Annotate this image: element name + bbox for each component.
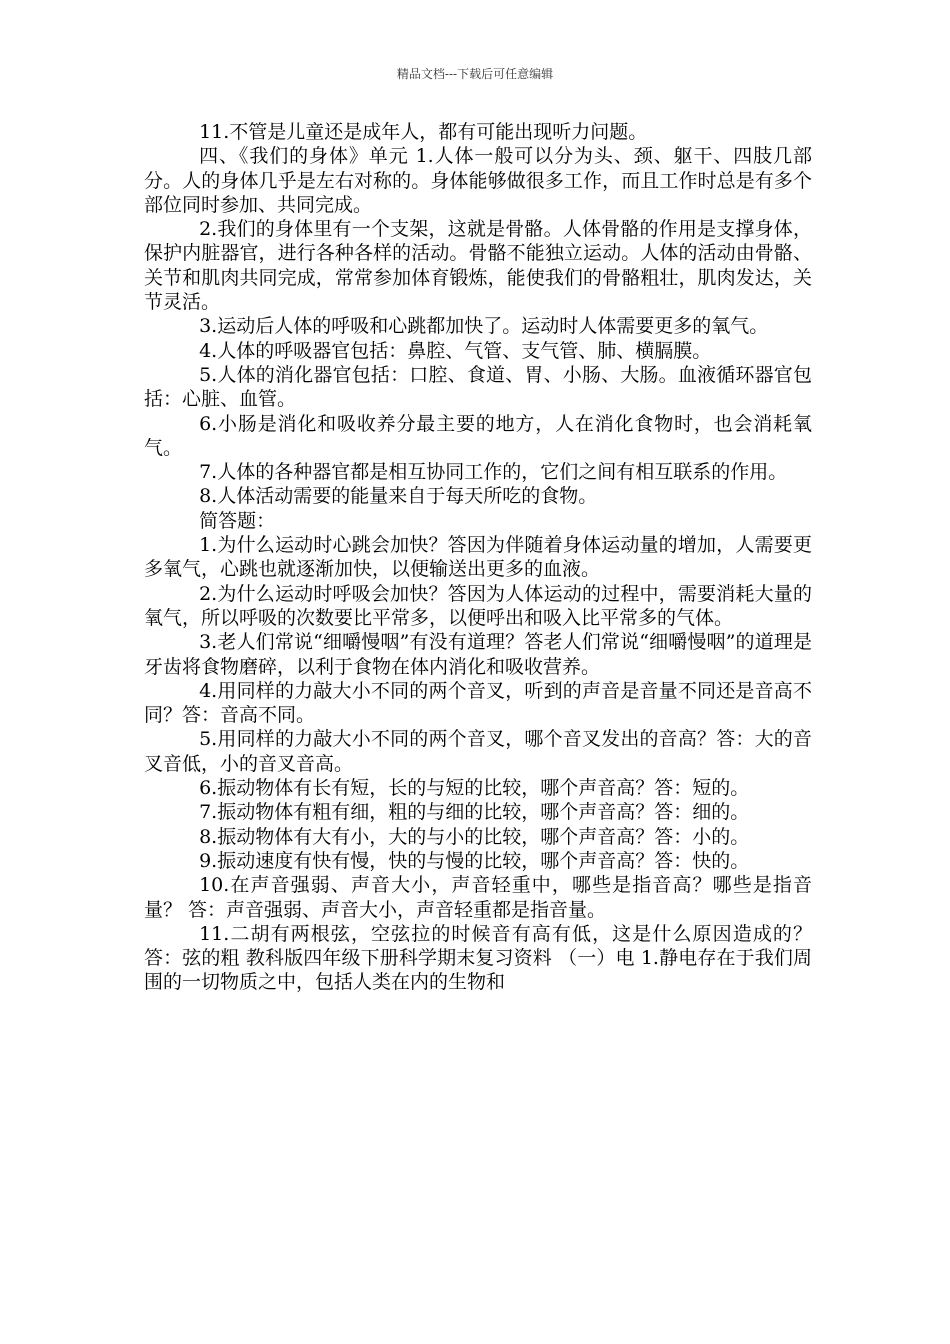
paragraph: 2.为什么运动时呼吸会加快？答因为人体运动的过程中，需要消耗大量的氧气，所以呼吸的次数要比平常多，以便呼出和吸入比平常多的气体。	[144, 582, 812, 629]
paragraph: 5.人体的消化器官包括：口腔、食道、胃、小肠、大肠。血液循环器官包括：心脏、血管。	[144, 363, 812, 411]
paragraph: 11.二胡有两根弦，空弦拉的时候音有高有低，这是什么原因造成的？答：弦的粗 教科版四年级下册科学期末复习资料 （一）电 1.静电存在于我们周围的一切物质之中，包括人类在内的生物和	[144, 922, 812, 994]
paragraph: 3.老人们常说“细嚼慢咽”有没有道理？答老人们常说“细嚼慢咽”的道理是牙齿将食物磨碎，以利于食物在体内消化和吸收营养。	[144, 631, 812, 678]
document-body	[144, 120, 812, 995]
paragraph: 7.人体的各种器官都是相互协同工作的，它们之间有相互联系的作用。	[199, 461, 788, 484]
page-header: 精品文档---下载后可任意编辑	[396, 67, 554, 81]
paragraph: 2.我们的身体里有一个支架，这就是骨骼。人体骨骼的作用是支撑身体，保护内脏器官，进行各种各样的活动。骨骼不能独立运动。人体的活动由骨骼、关节和肌肉共同完成，常常参加体育锻炼，能使我们的骨骼粗壮，肌肉发达，关节灵活。	[144, 218, 812, 314]
paragraph: 8.振动物体有大有小，大的与小的比较，哪个声音高？答：小的。	[199, 825, 750, 848]
paragraph: 7.振动物体有粗有细，粗的与细的比较，哪个声音高？答：细的。	[199, 801, 750, 824]
paragraph: 11.不管是儿童还是成年人，都有可能出现听力问题。	[199, 121, 648, 143]
paragraph: 四、《我们的身体》单元 1.人体一般可以分为头、颈、躯干、四肢几部分。人的身体几乎是左右对称的。身体能够做很多工作，而且工作时总是有多个部位同时参加、共同完成。	[144, 145, 812, 216]
paragraph: 8.人体活动需要的能量来自于每天所吃的食物。	[199, 485, 598, 508]
paragraph: 3.运动后人体的呼吸和心跳都加快了。运动时人体需要更多的氧气。	[199, 315, 769, 338]
paragraph: 6.小肠是消化和吸收养分最主要的地方，人在消化食物时，也会消耗氧气。	[144, 412, 812, 459]
section-heading: 简答题：	[199, 509, 276, 532]
paragraph: 5.用同样的力敲大小不同的两个音叉，哪个音叉发出的音高？答：大的音叉音低，小的音叉音高。	[144, 728, 812, 775]
paragraph: 4.人体的呼吸器官包括：鼻腔、气管、支气管、肺、横膈膜。	[199, 339, 712, 362]
paragraph: 1.为什么运动时心跳会加快？答因为伴随着身体运动量的增加，人需要更多氧气，心跳也就逐渐加快，以便输送出更多的血液。	[144, 534, 812, 581]
paragraph: 6.振动物体有长有短，长的与短的比较，哪个声音高？答：短的。	[199, 777, 750, 800]
paragraph: 9.振动速度有快有慢，快的与慢的比较，哪个声音高？答：快的。	[199, 849, 750, 872]
paragraph: 4.用同样的力敲大小不同的两个音叉，听到的声音是音量不同还是音高不同？答：音高不同。	[144, 679, 812, 727]
paragraph: 10.在声音强弱、声音大小，声音轻重中，哪些是指音高？哪些是指音量？ 答：声音强弱、声音大小，声音轻重都是指音量。	[144, 874, 812, 921]
